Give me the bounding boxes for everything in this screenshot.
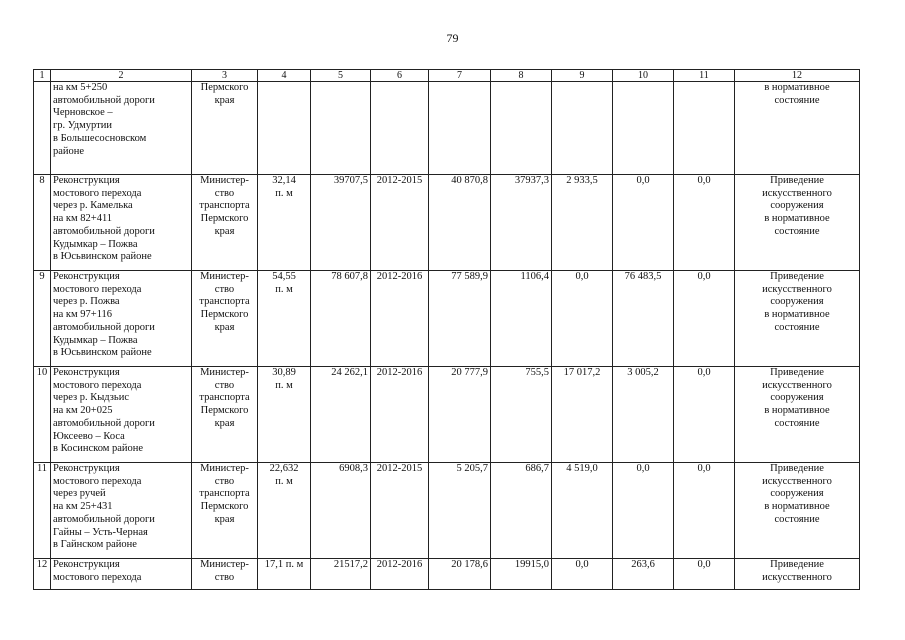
text-line: транспорта <box>199 296 250 308</box>
text-line: Министер- <box>200 559 249 570</box>
organization-cell <box>192 559 258 590</box>
table-row <box>34 271 860 367</box>
note-cell <box>735 463 860 559</box>
length-cell <box>258 463 311 559</box>
year3-cell: 76 483,5 <box>613 271 674 367</box>
table-row <box>34 559 860 590</box>
text-line: мостового перехода <box>53 379 142 391</box>
period-cell: 2012-2016 <box>371 559 429 590</box>
total-cell: 20 178,6 <box>429 559 491 590</box>
text-line: Черновское – <box>53 107 113 119</box>
text-line: Пермского <box>200 501 249 513</box>
column-number: 11 <box>674 70 735 82</box>
total-cell <box>429 82 491 175</box>
text-line: Министер- <box>200 463 249 474</box>
year4-cell: 0,0 <box>674 463 735 559</box>
year1-cell <box>491 82 552 175</box>
text-line: транспорта <box>199 200 250 212</box>
text-line: в нормативное <box>764 213 830 225</box>
text-line: Приведение <box>770 175 824 186</box>
text-line: Реконструкция <box>53 271 120 282</box>
text-line: сооружения <box>770 392 824 404</box>
text-line: ство <box>214 283 235 295</box>
text-line: Пермского <box>200 82 249 93</box>
text-line: транспорта <box>199 392 250 404</box>
object-name-cell <box>51 463 192 559</box>
table-row <box>34 175 860 271</box>
text-line: п. м <box>275 475 293 487</box>
text-line: состояние <box>774 225 820 237</box>
text-line: ство <box>214 475 235 487</box>
year4-cell <box>674 82 735 175</box>
year4-cell: 0,0 <box>674 271 735 367</box>
cost-cell: 6908,3 <box>311 463 371 559</box>
text-line: Министер- <box>200 367 249 378</box>
year2-cell: 17 017,2 <box>552 367 613 463</box>
text-line: 30,89 <box>272 367 296 378</box>
text-line: Реконструкция <box>53 463 120 474</box>
year2-cell: 2 933,5 <box>552 175 613 271</box>
text-line: края <box>214 321 235 333</box>
row-number-cell: 12 <box>34 559 51 590</box>
text-line: Гайны – Усть-Черная <box>53 526 148 538</box>
column-number-row <box>34 70 860 82</box>
year2-cell <box>552 82 613 175</box>
text-line: на км 20+025 <box>53 405 113 417</box>
text-line: 17,1 п. м <box>264 559 304 570</box>
text-line: в нормативное <box>764 82 830 93</box>
text-line: на км 97+116 <box>53 309 113 321</box>
year2-cell: 0,0 <box>552 559 613 590</box>
organization-cell <box>192 367 258 463</box>
text-line: п. м <box>275 283 293 295</box>
object-name-cell <box>51 367 192 463</box>
cost-cell: 24 262,1 <box>311 367 371 463</box>
text-line: транспорта <box>199 488 250 500</box>
text-line: Юксеево – Коса <box>53 430 125 442</box>
text-line: Кудымкар – Пожва <box>53 238 138 250</box>
text-line: Пермского <box>200 405 249 417</box>
text-line: в Юсьвинском районе <box>53 347 152 359</box>
year4-cell: 0,0 <box>674 367 735 463</box>
text-line: в нормативное <box>764 501 830 513</box>
text-line: автомобильной дороги <box>53 513 155 525</box>
text-line: в Юсьвинском районе <box>53 251 152 263</box>
text-line: 32,14 <box>272 175 296 186</box>
text-line: мостового перехода <box>53 475 142 487</box>
note-cell <box>735 175 860 271</box>
text-line: в Косинском районе <box>53 443 144 455</box>
text-line: состояние <box>774 513 820 525</box>
text-line: на км 82+411 <box>53 213 113 225</box>
text-line: автомобильной дороги <box>53 225 155 237</box>
row-number-cell: 9 <box>34 271 51 367</box>
text-line: Пермского <box>200 213 249 225</box>
text-line: сооружения <box>770 488 824 500</box>
year2-cell: 4 519,0 <box>552 463 613 559</box>
organization-cell <box>192 463 258 559</box>
text-line: искусственного <box>762 571 832 583</box>
length-cell <box>258 82 311 175</box>
column-number: 7 <box>429 70 491 82</box>
text-line: края <box>214 417 235 429</box>
text-line: состояние <box>774 94 820 106</box>
note-cell <box>735 367 860 463</box>
text-line: 22,632 <box>269 463 299 474</box>
text-line: мостового перехода <box>53 187 142 199</box>
text-line: автомобильной дороги <box>53 321 155 333</box>
text-line: края <box>214 94 235 106</box>
text-line: состояние <box>774 417 820 429</box>
column-number: 6 <box>371 70 429 82</box>
text-line: Реконструкция <box>53 559 120 570</box>
table-row <box>34 463 860 559</box>
year4-cell: 0,0 <box>674 175 735 271</box>
length-cell <box>258 271 311 367</box>
column-number: 9 <box>552 70 613 82</box>
text-line: в Большесосновском <box>53 132 147 144</box>
text-line: в нормативное <box>764 309 830 321</box>
text-line: Приведение <box>770 559 824 570</box>
text-line: края <box>214 513 235 525</box>
text-line: сооружения <box>770 200 824 212</box>
text-line: искусственного <box>762 475 832 487</box>
text-line: Приведение <box>770 271 824 282</box>
year1-cell: 686,7 <box>491 463 552 559</box>
text-line: мостового перехода <box>53 283 142 295</box>
text-line: автомобильной дороги <box>53 417 155 429</box>
text-line: искусственного <box>762 283 832 295</box>
text-line: через р. Камелька <box>53 200 133 212</box>
year1-cell: 37937,3 <box>491 175 552 271</box>
period-cell <box>371 82 429 175</box>
cost-cell: 39707,5 <box>311 175 371 271</box>
text-line: ство <box>214 571 235 583</box>
year3-cell <box>613 82 674 175</box>
text-line: состояние <box>774 321 820 333</box>
text-line: мостового перехода <box>53 571 142 583</box>
year1-cell: 19915,0 <box>491 559 552 590</box>
page-number: 79 <box>446 31 459 45</box>
length-cell <box>258 175 311 271</box>
column-number: 5 <box>311 70 371 82</box>
text-line: искусственного <box>762 187 832 199</box>
period-cell: 2012-2016 <box>371 271 429 367</box>
text-line: через р. Пожва <box>53 296 120 308</box>
year3-cell: 3 005,2 <box>613 367 674 463</box>
period-cell: 2012-2015 <box>371 463 429 559</box>
column-number: 2 <box>51 70 192 82</box>
text-line: искусственного <box>762 379 832 391</box>
organization-cell <box>192 82 258 175</box>
text-line: Министер- <box>200 271 249 282</box>
row-number-cell: 10 <box>34 367 51 463</box>
text-line: Министер- <box>200 175 249 186</box>
text-line: п. м <box>275 187 293 199</box>
total-cell: 20 777,9 <box>429 367 491 463</box>
column-number: 8 <box>491 70 552 82</box>
period-cell: 2012-2016 <box>371 367 429 463</box>
text-line: гр. Удмуртии <box>53 120 112 132</box>
year1-cell: 755,5 <box>491 367 552 463</box>
row-number-cell: 11 <box>34 463 51 559</box>
text-line: п. м <box>275 379 293 391</box>
object-name-cell <box>51 82 192 175</box>
text-line: ство <box>214 187 235 199</box>
organization-cell <box>192 175 258 271</box>
text-line: в Гайнском районе <box>53 539 137 551</box>
column-number: 10 <box>613 70 674 82</box>
object-name-cell <box>51 175 192 271</box>
text-line: на км 25+431 <box>53 501 113 513</box>
total-cell: 5 205,7 <box>429 463 491 559</box>
period-cell: 2012-2015 <box>371 175 429 271</box>
year4-cell: 0,0 <box>674 559 735 590</box>
table-row <box>34 367 860 463</box>
text-line: края <box>214 225 235 237</box>
length-cell <box>258 559 311 590</box>
text-line: ство <box>214 379 235 391</box>
text-line: Реконструкция <box>53 175 120 186</box>
note-cell <box>735 82 860 175</box>
length-cell <box>258 367 311 463</box>
text-line: автомобильной дороги <box>53 94 155 106</box>
text-line: Приведение <box>770 367 824 378</box>
year3-cell: 0,0 <box>613 463 674 559</box>
continuation-row <box>34 82 860 175</box>
row-number-cell <box>34 82 51 175</box>
note-cell <box>735 559 860 590</box>
column-number: 12 <box>735 70 860 82</box>
column-number: 1 <box>34 70 51 82</box>
column-number: 3 <box>192 70 258 82</box>
row-number-cell: 8 <box>34 175 51 271</box>
text-line: через ручей <box>53 488 106 500</box>
text-line: районе <box>53 145 85 157</box>
text-line: Реконструкция <box>53 367 120 378</box>
registry-table <box>33 69 860 590</box>
year1-cell: 1106,4 <box>491 271 552 367</box>
column-number: 4 <box>258 70 311 82</box>
object-name-cell <box>51 271 192 367</box>
cost-cell <box>311 82 371 175</box>
text-line: Пермского <box>200 309 249 321</box>
text-line: 54,55 <box>272 271 296 282</box>
total-cell: 77 589,9 <box>429 271 491 367</box>
cost-cell: 21517,2 <box>311 559 371 590</box>
year3-cell: 263,6 <box>613 559 674 590</box>
year2-cell: 0,0 <box>552 271 613 367</box>
total-cell: 40 870,8 <box>429 175 491 271</box>
note-cell <box>735 271 860 367</box>
text-line: на км 5+250 <box>53 82 108 93</box>
text-line: сооружения <box>770 296 824 308</box>
text-line: через р. Кыдзьис <box>53 392 129 404</box>
text-line: Кудымкар – Пожва <box>53 334 138 346</box>
cost-cell: 78 607,8 <box>311 271 371 367</box>
text-line: Приведение <box>770 463 824 474</box>
text-line: в нормативное <box>764 405 830 417</box>
year3-cell: 0,0 <box>613 175 674 271</box>
organization-cell <box>192 271 258 367</box>
object-name-cell <box>51 559 192 590</box>
table-body <box>34 70 860 590</box>
